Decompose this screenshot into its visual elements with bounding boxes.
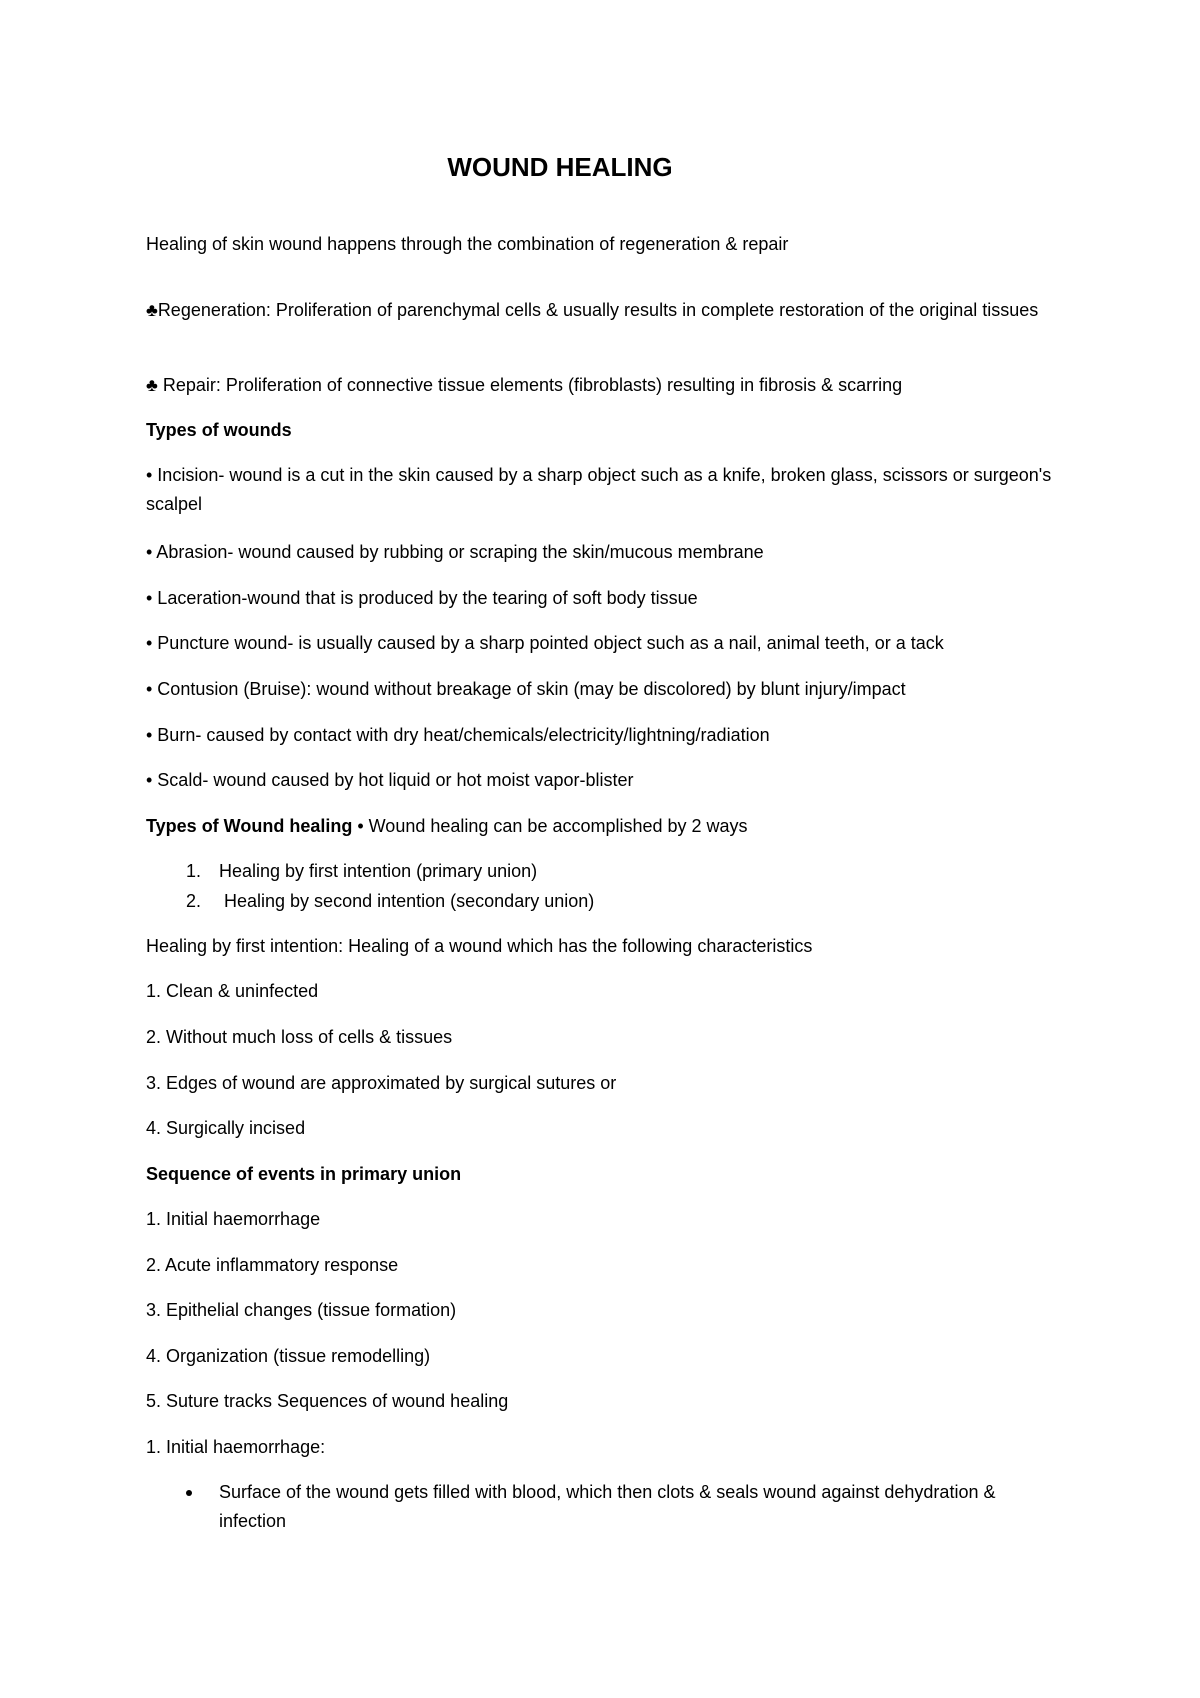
first-intention-item: 2. Without much loss of cells & tissues	[146, 1027, 453, 1047]
sequence-item: 5. Suture tracks Sequences of wound healing	[146, 1391, 509, 1411]
healing-type-item	[186, 857, 1066, 886]
list-text: Surface of the wound gets filled with blood, which then clots & seals wound against dehydration & infection	[219, 1482, 996, 1531]
healing-type-item	[186, 887, 1066, 916]
wound-type-laceration: • Laceration-wound that is produced by the tearing of soft body tissue	[146, 588, 698, 608]
sequence-item: 1. Initial haemorrhage	[146, 1209, 321, 1229]
first-intention-intro: Healing by first intention: Healing of a wound which has the following characteristics	[146, 936, 813, 956]
wound-type-puncture: • Puncture wound- is usually caused by a sharp pointed object such as a nail, animal teeth, or a tack	[146, 633, 944, 653]
list-text: Healing by first intention (primary union)	[219, 861, 538, 881]
list-item	[186, 1478, 1066, 1536]
first-intention-item: 4. Surgically incised	[146, 1118, 306, 1138]
types-of-wound-healing-heading: Types of Wound healing	[146, 816, 353, 836]
sequence-item: 2. Acute inflammatory response	[146, 1255, 399, 1275]
types-of-wounds-heading: Types of wounds	[146, 420, 292, 440]
wound-type-incision: • Incision- wound is a cut in the skin caused by a sharp object such as a knife, broken glass, scissors or surgeon's scalpel	[146, 465, 1052, 514]
list-number: 2.	[186, 891, 202, 911]
wound-type-contusion: • Contusion (Bruise): wound without breakage of skin (may be discolored) by blunt injury/impact	[146, 679, 906, 699]
bullet-icon	[186, 1490, 192, 1496]
repair-item: ♣ Repair: Proliferation of connective tissue elements (fibroblasts) resulting in fibrosis & scarring	[146, 375, 903, 395]
types-of-wound-healing	[146, 812, 1066, 841]
first-intention-item: 3. Edges of wound are approximated by surgical sutures or	[146, 1073, 617, 1093]
page-title: WOUND HEALING	[447, 152, 673, 182]
list-number: 1.	[186, 861, 202, 881]
sequence-item: 4. Organization (tissue remodelling)	[146, 1346, 431, 1366]
sequence-heading: Sequence of events in primary union	[146, 1164, 462, 1184]
intro-paragraph: Healing of skin wound happens through the combination of regeneration & repair	[146, 234, 789, 254]
list-text: Healing by second intention (secondary union)	[219, 891, 595, 911]
initial-haemorrhage-heading: 1. Initial haemorrhage:	[146, 1437, 326, 1457]
wound-type-scald: • Scald- wound caused by hot liquid or hot moist vapor-blister	[146, 770, 634, 790]
first-intention-item: 1. Clean & uninfected	[146, 981, 319, 1001]
types-of-wound-healing-text: • Wound healing can be accomplished by 2 ways	[352, 816, 748, 836]
wound-type-abrasion: • Abrasion- wound caused by rubbing or scraping the skin/mucous membrane	[146, 542, 764, 562]
wound-type-burn: • Burn- caused by contact with dry heat/chemicals/electricity/lightning/radiation	[146, 725, 770, 745]
sequence-item: 3. Epithelial changes (tissue formation)	[146, 1300, 457, 1320]
regeneration-item: ♣Regeneration: Proliferation of parenchymal cells & usually results in complete restoration of the original tissues	[146, 300, 1039, 320]
